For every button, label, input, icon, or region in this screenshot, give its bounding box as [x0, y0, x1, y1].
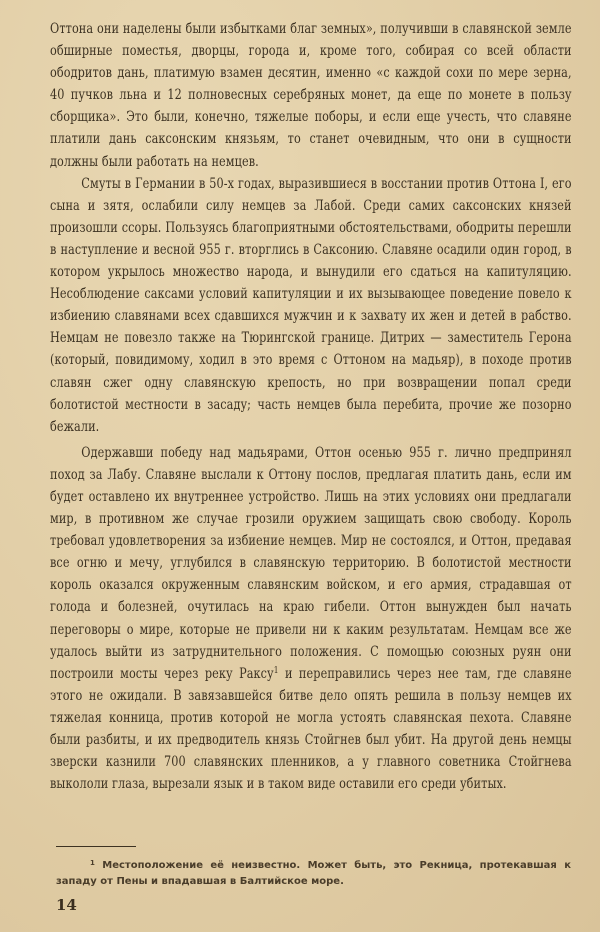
paragraph-2: Смуты в Германии в 50-х годах, выразившиеся в восстании против Оттона I, его сына и зятя, ослабили силу немцев за Лабой. Среди самих саксонских князей произошли ссоры. Пользуясь благоприятными обстоятельствами, ободриты перешли в наступление и весной 955 г. вторглись в Саксонию. Славяне осадили один город, в котором укрылось множество народа, и вынудили его сдаться на капитуляцию. Несоблюдение саксами условий капитуляции и их вызывающее поведение повело к избиению славянами всех сдавшихся мужчин и к захвату их жен и детей в рабство. Немцам не повезло также на Тюрингской границе. Дитрих — заместитель Герона (который, повидимому, ходил в это время с Оттоном на мадьяр), в походе против славян сжег одну славянскую крепость, но при возвращении попал среди болотистой местности в засаду; часть немцев была перебита, прочие же позорно бежали.: [50, 175, 572, 435]
paragraph-3-before-ref: Одержавши победу над мадьярами, Оттон осенью 955 г. лично предпринял поход за Лабу. Славяне выслали к Оттону послов, предлагая платить дань, если им будет оставлено их внутреннее устройство. Лишь на этих условиях они предлагали мир, в противном же случае грозили оружием защищать свою свободу. Король требовал удовлетворения за избиение немцев. Мир не состоялся, и Оттон, предавая все огню и мечу, углубился в славянскую территорию. В болотистой местности король оказался окруженным славянским войском, и его армия, страдавшая от голода и болезней, очутилась на краю гибели. Оттон вынужден был начать переговоры о мире, которые не привели ни к каким результатам. Немцам все же удалось выйти из затруднительного положения. С помощью союзных руян они построили мосты через реку Раксу: [50, 444, 572, 682]
page-body: [50, 18, 572, 795]
footnote-text: Местоположение её неизвестно. Может быть, это Рекница, протекавшая к западу от Пены и впадавшая в Балтийское море.: [56, 860, 572, 887]
page-number: 14: [56, 896, 77, 914]
main-text: [50, 18, 572, 795]
footnote-divider: [56, 846, 136, 847]
paragraph-3: [50, 442, 572, 796]
footnote: [56, 858, 571, 890]
footnote-line: [56, 858, 571, 890]
footnote-reference: 1: [273, 665, 279, 676]
footnote-marker: 1: [90, 859, 95, 867]
paragraph-3-after-ref: и переправились через нее там, где славяне этого не ожидали. В завязавшейся битве дело опять решила в пользу немцев их тяжелая конница, против которой не могла устоять славянская пехота. Славяне были разбиты, и их предводитель князь Стойгнев был убит. На другой день немцы зверски казнили 700 славянских пленников, а у главного советника Стойгнева выкололи глаза, вырезали язык и в таком виде оставили его среди убитых.: [50, 665, 572, 793]
paragraph-1: Оттона они наделены были избытками благ земных», получивши в славянской земле обширные поместья, дворцы, города и, кроме того, собирая со всей области ободритов дань, платимую взамен десятин, именно «с каждой сохи по мере зерна, 40 пучков льна и 12 полновесных серебряных монет, да еще по монете в пользу сборщика». Это были, конечно, тяжелые поборы, и если еще учесть, что славяне платили дань саксонским князьям, то станет очевидным, что они в сущности должны были работать на немцев.: [50, 21, 572, 170]
